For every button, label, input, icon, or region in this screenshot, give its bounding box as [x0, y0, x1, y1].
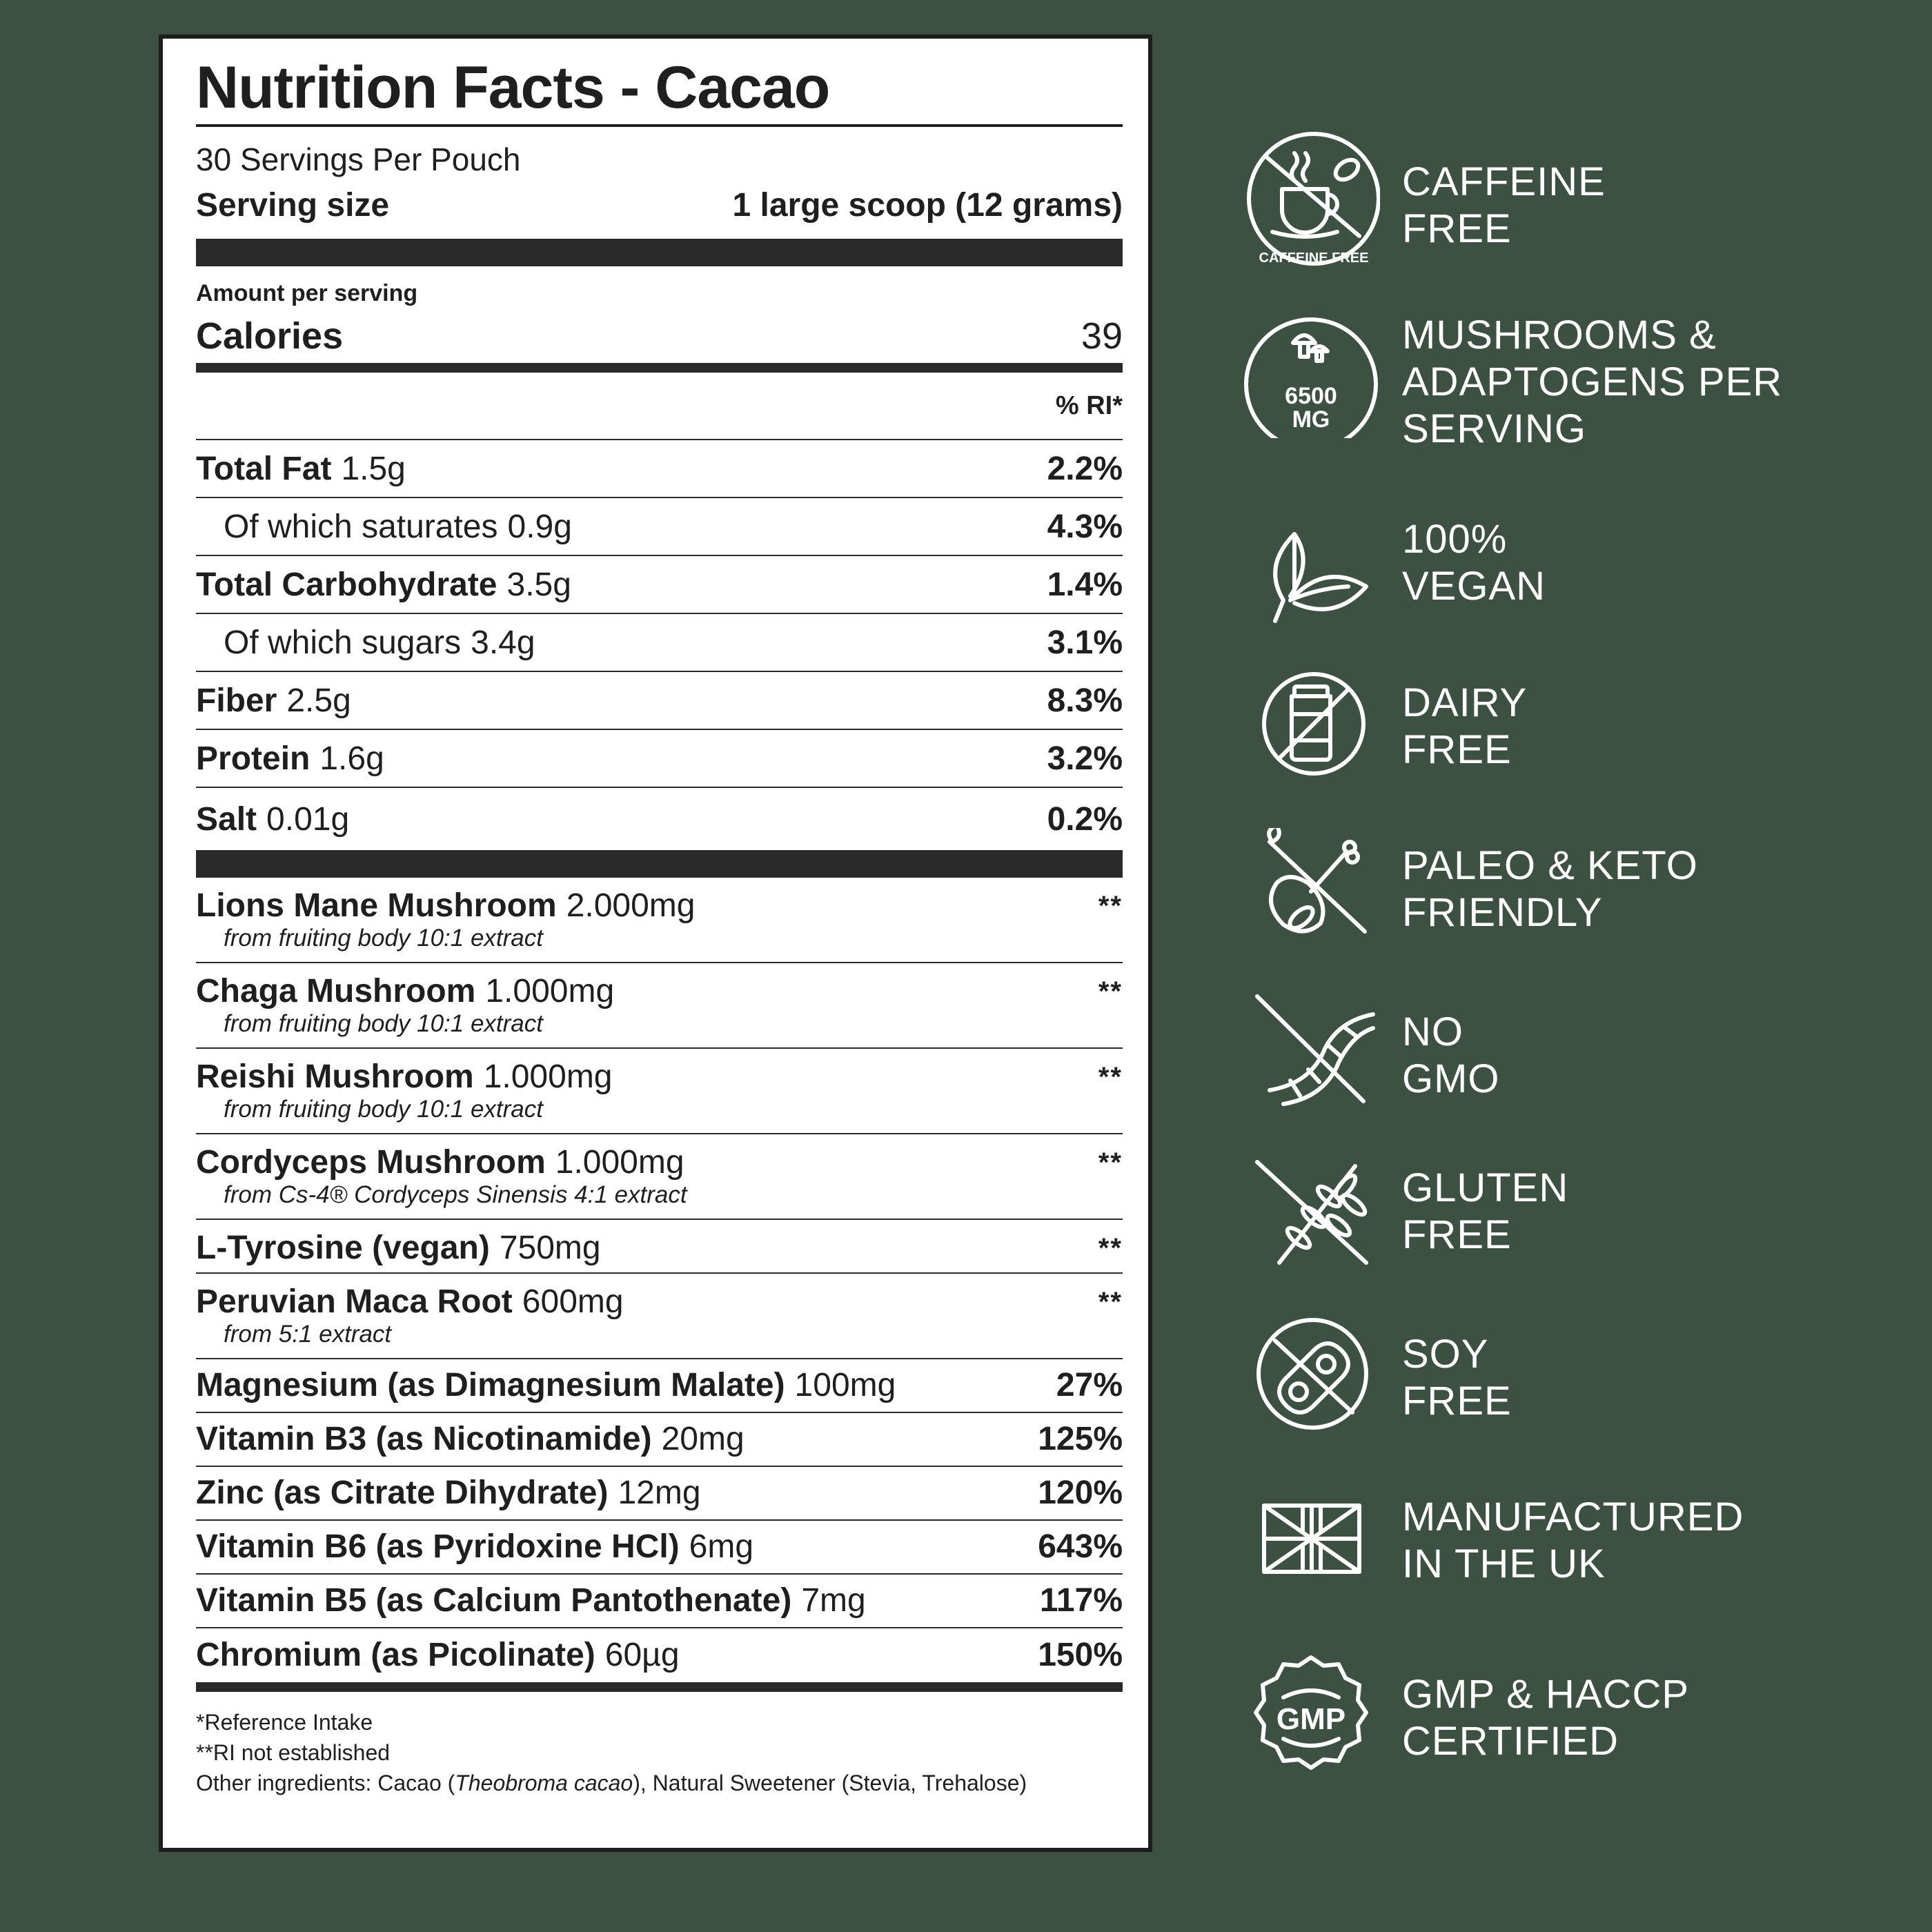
nutrient-amount: 2.5g — [286, 682, 351, 719]
ingredient-ri: ** — [1098, 1062, 1123, 1092]
badge-dairy-free — [1242, 666, 1891, 804]
vitamin-name: Zinc (as Citrate Dihydrate) — [196, 1475, 609, 1511]
ri-header: % RI* — [1055, 391, 1123, 420]
badge-line: DAIRY — [1402, 680, 1528, 725]
no-dairy-icon — [1242, 666, 1380, 804]
nutrient-amount: 0.9g — [507, 508, 572, 545]
mushroom-icon-amount: 6500 — [1285, 383, 1337, 409]
badge-line: FREE — [1402, 727, 1512, 772]
no-wheat-icon — [1242, 1152, 1380, 1290]
serving-size-value: 1 large scoop (12 grams) — [732, 187, 1123, 224]
ingredient-name: Peruvian Maca Root — [196, 1283, 513, 1320]
other-ingredients-suffix: ), Natural Sweetener (Stevia, Trehalose) — [633, 1771, 1027, 1795]
nutrient-row — [196, 439, 1123, 497]
ingredient-row — [196, 1134, 1123, 1220]
amount-per-serving: Amount per serving — [196, 280, 418, 306]
vitamin-ri: 643% — [1038, 1528, 1123, 1565]
thick-divider — [196, 239, 1123, 266]
ingredient-row — [196, 1274, 1123, 1359]
badge-label — [1402, 1331, 1885, 1425]
badge-gluten-free — [1242, 1152, 1891, 1290]
badge-line: FREE — [1402, 1379, 1512, 1423]
badge-line: PALEO & KETO — [1402, 843, 1698, 888]
vitamin-amount: 7mg — [801, 1582, 866, 1619]
badge-label — [1402, 1671, 1885, 1765]
ingredient-list — [196, 878, 1123, 1682]
ingredient-ri: ** — [1098, 1287, 1123, 1317]
badge-label — [1402, 1494, 1885, 1588]
ingredient-source: from fruiting body 10:1 extract — [224, 1010, 543, 1037]
nutrient-name: Of which saturates — [224, 508, 498, 545]
ingredient-name: Reishi Mushroom — [196, 1058, 474, 1095]
vitamin-row — [196, 1413, 1123, 1467]
ingredient-source: from Cs-4® Cordyceps Sinensis 4:1 extract — [224, 1181, 687, 1208]
badge-line: GMP & HACCP — [1402, 1672, 1690, 1717]
nutrient-name: Total Fat — [196, 450, 332, 487]
badge-label — [1402, 516, 1885, 610]
ingredient-ri: ** — [1098, 1147, 1123, 1178]
badge-label — [1402, 680, 1885, 773]
badge-line: FREE — [1402, 1212, 1512, 1257]
other-ingredients — [196, 1768, 1123, 1798]
nutrient-ri: 1.4% — [1047, 566, 1123, 603]
vitamin-name: Vitamin B3 (as Nicotinamide) — [196, 1421, 652, 1457]
nutrient-name: Protein — [196, 740, 310, 777]
nutrient-list — [196, 439, 1123, 850]
nutrient-row — [196, 497, 1123, 555]
badge-manufactured-uk — [1242, 1490, 1891, 1628]
vitamin-name: Vitamin B6 (as Pyridoxine HCl) — [196, 1528, 680, 1565]
medium-divider — [196, 1682, 1123, 1692]
vitamin-amount: 20mg — [661, 1421, 745, 1457]
calories-label: Calories — [196, 315, 344, 357]
badge-line: MUSHROOMS & — [1402, 313, 1717, 357]
vitamin-row — [196, 1628, 1123, 1682]
badge-line: GMO — [1402, 1056, 1500, 1101]
badge-line: SOY — [1402, 1332, 1489, 1377]
ingredient-amount: 2.000mg — [566, 887, 696, 924]
no-soy-icon — [1242, 1314, 1380, 1452]
nutrient-name: Total Carbohydrate — [196, 566, 497, 603]
other-ingredients-latin: Theobroma cacao — [455, 1771, 633, 1795]
panel-title: Nutrition Facts - Cacao — [196, 55, 830, 121]
badge-label — [1402, 842, 1885, 936]
calories-row — [196, 308, 1123, 363]
meat-leg-icon — [1242, 828, 1380, 966]
thick-divider — [196, 850, 1123, 878]
nutrient-amount: 1.5g — [341, 450, 406, 487]
ingredient-row — [196, 1049, 1123, 1134]
ingredient-name: Lions Mane Mushroom — [196, 887, 557, 924]
nutrient-row — [196, 671, 1123, 729]
ingredient-amount: 1.000mg — [483, 1058, 613, 1095]
serving-size-row — [196, 181, 1123, 230]
footnote-ri-not-established: **RI not established — [196, 1740, 391, 1765]
ingredient-amount: 600mg — [522, 1283, 624, 1320]
nutrition-facts-panel — [159, 34, 1152, 1852]
badge-mushrooms — [1242, 300, 1891, 451]
mushroom-icon — [1242, 300, 1380, 438]
other-ingredients-prefix: Other ingredients: Cacao ( — [196, 1771, 455, 1795]
nutrient-ri: 3.1% — [1047, 624, 1123, 661]
ingredient-row — [196, 878, 1123, 963]
vitamin-ri: 27% — [1056, 1367, 1123, 1403]
nutrient-ri: 8.3% — [1047, 682, 1123, 719]
nutrient-ri: 4.3% — [1047, 508, 1123, 545]
calories-value: 39 — [1081, 315, 1123, 357]
ingredient-name: L-Tyrosine (vegan) — [196, 1230, 490, 1266]
vitamin-name: Vitamin B5 (as Calcium Pantothenate) — [196, 1582, 792, 1619]
badge-label — [1402, 159, 1885, 253]
badge-no-gmo — [1242, 994, 1891, 1132]
ingredient-ri: ** — [1098, 1233, 1123, 1263]
gmp-seal-icon — [1242, 1649, 1380, 1787]
badge-line: 100% — [1402, 517, 1508, 562]
badge-line: SERVING — [1402, 406, 1587, 451]
ingredient-row — [196, 1220, 1123, 1274]
nutrient-ri: 0.2% — [1047, 800, 1123, 838]
vitamin-ri: 125% — [1038, 1421, 1123, 1457]
nutrient-ri: 2.2% — [1047, 450, 1123, 487]
medium-divider — [196, 363, 1123, 373]
badge-label — [1402, 312, 1885, 453]
badge-label — [1402, 1009, 1885, 1103]
nutrient-row — [196, 555, 1123, 613]
vitamin-ri: 117% — [1039, 1582, 1123, 1619]
nutrient-row — [196, 613, 1123, 671]
nutrient-name: Fiber — [196, 682, 277, 719]
title-divider — [196, 124, 1123, 127]
caffeine-free-icon — [1242, 131, 1380, 269]
badge-label — [1402, 1165, 1885, 1259]
badge-line: CERTIFIED — [1402, 1719, 1619, 1764]
badge-line: FREE — [1402, 206, 1512, 251]
badge-line: MANUFACTURED — [1402, 1495, 1744, 1539]
badge-line: IN THE UK — [1402, 1541, 1606, 1586]
nutrient-name: Salt — [196, 800, 257, 838]
nutrient-name: Of which sugars — [224, 624, 462, 661]
badge-vegan — [1242, 504, 1891, 642]
footnote-reference-intake: *Reference Intake — [196, 1710, 373, 1735]
vitamin-ri: 150% — [1038, 1637, 1123, 1673]
badge-soy-free — [1242, 1314, 1891, 1452]
nutrient-amount: 0.01g — [266, 800, 350, 838]
ingredient-amount: 1.000mg — [485, 973, 615, 1009]
badge-line: NO — [1402, 1009, 1463, 1054]
badge-gmp-haccp — [1242, 1649, 1891, 1787]
nutrient-row — [196, 787, 1123, 850]
nutrient-amount: 1.6g — [319, 740, 384, 777]
serving-size-label: Serving size — [196, 187, 390, 224]
nutrient-amount: 3.5g — [506, 566, 571, 603]
ingredient-amount: 1.000mg — [555, 1144, 684, 1181]
ingredient-amount: 750mg — [499, 1230, 601, 1266]
vitamin-amount: 6mg — [689, 1528, 754, 1565]
ingredient-source: from fruiting body 10:1 extract — [224, 925, 543, 952]
vitamin-row — [196, 1359, 1123, 1413]
caffeine-free-icon-label: CAFFEINE FREE — [1259, 250, 1369, 266]
gmp-seal-text: GMP — [1276, 1702, 1346, 1736]
vitamin-amount: 100mg — [794, 1367, 896, 1403]
leaf-icon — [1242, 504, 1380, 642]
badge-caffeine-free — [1242, 131, 1891, 269]
badge-line: CAFFEINE — [1402, 159, 1606, 204]
uk-flag-icon — [1242, 1490, 1380, 1628]
ingredient-source: from fruiting body 10:1 extract — [224, 1096, 543, 1123]
mushroom-icon-unit: MG — [1292, 406, 1330, 433]
badge-paleo-keto — [1242, 828, 1891, 966]
vitamin-amount: 60µg — [604, 1637, 680, 1673]
badge-line: FRIENDLY — [1402, 890, 1603, 935]
no-gmo-dna-icon — [1242, 994, 1380, 1132]
vitamin-row — [196, 1467, 1123, 1521]
nutrient-ri: 3.2% — [1047, 740, 1123, 777]
vitamin-row — [196, 1575, 1123, 1628]
badge-line: GLUTEN — [1402, 1165, 1569, 1210]
ingredient-source: from 5:1 extract — [224, 1321, 392, 1348]
servings-per-pouch: 30 Servings Per Pouch — [196, 141, 521, 177]
vitamin-name: Magnesium (as Dimagnesium Malate) — [196, 1367, 785, 1403]
vitamin-ri: 120% — [1038, 1475, 1123, 1511]
ingredient-name: Cordyceps Mushroom — [196, 1144, 546, 1181]
nutrient-row — [196, 729, 1123, 787]
vitamin-name: Chromium (as Picolinate) — [196, 1637, 595, 1673]
ingredient-name: Chaga Mushroom — [196, 973, 476, 1009]
vitamin-amount: 12mg — [618, 1475, 701, 1511]
vitamin-row — [196, 1521, 1123, 1575]
badge-line: VEGAN — [1402, 564, 1546, 609]
ingredient-ri: ** — [1098, 976, 1123, 1007]
nutrient-amount: 3.4g — [471, 624, 535, 661]
badge-line: ADAPTOGENS PER — [1402, 359, 1783, 404]
ingredient-ri: ** — [1098, 891, 1123, 921]
ingredient-row — [196, 963, 1123, 1049]
footnotes — [196, 1707, 1123, 1798]
